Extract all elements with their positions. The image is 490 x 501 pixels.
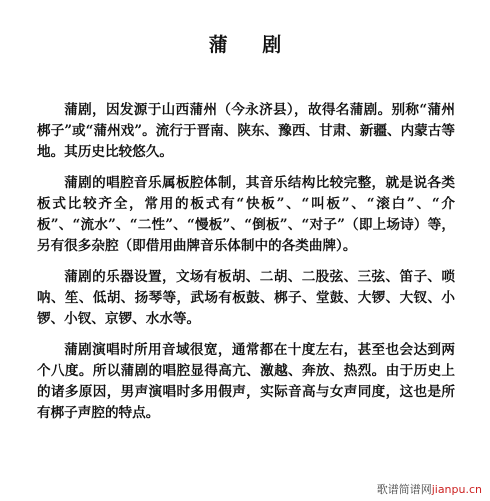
page-title: 蒲 剧 <box>208 34 296 56</box>
site-watermark <box>377 481 482 497</box>
document-body <box>37 100 455 434</box>
paragraph-music-structure: 蒲剧的唱腔音乐属板腔体制，其音乐结构比较完整，就是说各类板式比较齐全，常用的板式有“快板”、“叫板”、“滚白”、“介板”、“流水”、“二性”、“慢板”、“倒板”、“对子”（即上场诗）等，另有很多杂腔（即借用曲牌音乐体制中的各类曲牌）。 <box>37 175 455 254</box>
paragraph-origin: 蒲剧，因发源于山西蒲州（今永济县），故得名蒲剧。别称“蒲州梆子”或“蒲州戏”。流行于晋南、陕东、豫西、甘肃、新疆、内蒙古等地。其历史比较悠久。 <box>37 102 455 160</box>
watermark-site: jianpu.cn <box>431 483 482 496</box>
watermark-label: 歌谱简谱网 <box>376 483 432 496</box>
paragraph-vocal-range: 蒲剧演唱时所用音域很宽，通常都在十度左右，甚至也会达到两个八度。所以蒲剧的唱腔显得高亢、激越、奔放、热烈。由于历史上的诸多原因，男声演唱时多用假声，实际音高与女声同度，这也是所有梆子声腔的特点。 <box>37 342 455 421</box>
paragraph-instruments: 蒲剧的乐器设置，文场有板胡、二胡、二股弦、三弦、笛子、唢呐、笙、低胡、扬琴等，武场有板鼓、梆子、堂鼓、大锣、大钗、小锣、小钗、京锣、水水等。 <box>37 269 455 327</box>
